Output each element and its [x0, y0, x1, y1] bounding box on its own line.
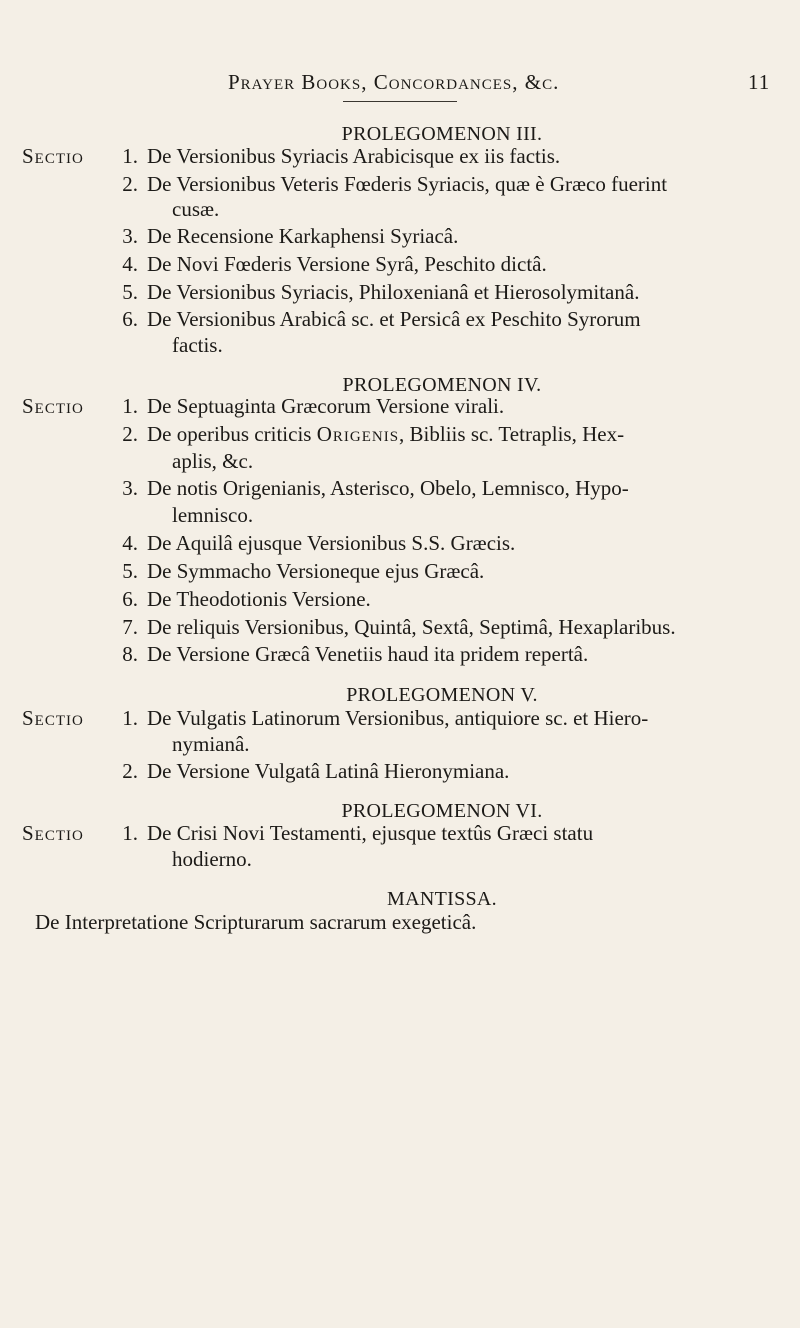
item-text: De Versionibus Arabicâ sc. et Persicâ ex Peschito Syrorum [147, 307, 641, 331]
item-number: 1. [122, 706, 138, 730]
item-text-continued: aplis, &c. [172, 449, 254, 473]
prolegomenon-vi-heading: PROLEGOMENON VI. [341, 800, 543, 822]
origenis-name: Origenis [316, 422, 400, 446]
item-text: De operibus criticis Origenis, Bibliis sc. Tetraplis, Hex- [147, 422, 625, 446]
item-text: De Septuaginta Græcorum Versione virali. [147, 394, 505, 418]
item-number: 1. [122, 394, 138, 418]
item-number: 2. [122, 172, 138, 196]
mantissa-text: De Interpretatione Scripturarum sacrarum exegeticâ. [35, 910, 477, 934]
item-text: De Crisi Novi Testamenti, ejusque textûs Græci statu [147, 821, 594, 845]
item-text: De Recensione Karkaphensi Syriacâ. [147, 224, 459, 248]
item-number: 1. [122, 821, 138, 845]
item-number: 6. [122, 587, 138, 611]
item-number: 3. [122, 476, 138, 500]
item-text: De reliquis Versionibus, Quintâ, Sextâ, Septimâ, Hexaplaribus. [147, 615, 676, 639]
item-text: De Versione Vulgatâ Latinâ Hieronymiana. [147, 759, 510, 783]
item-text: De Versionibus Syriacis, Philoxenianâ et Hierosolymitanâ. [147, 280, 640, 304]
page-number: 11 [748, 70, 771, 94]
item-number: 7. [122, 615, 138, 639]
item-number: 8. [122, 642, 138, 666]
item-text: De Symmacho Versioneque ejus Græcâ. [147, 559, 485, 583]
item-number: 1. [122, 144, 138, 168]
item-number: 4. [122, 531, 138, 555]
sectio-label: Sectio [22, 394, 84, 418]
item-text-continued: factis. [172, 333, 223, 357]
item-text: De notis Origenianis, Asterisco, Obelo, Lemnisco, Hypo- [147, 476, 629, 500]
item-text: De Aquilâ ejusque Versionibus S.S. Græcis. [147, 531, 516, 555]
item-text: De Vulgatis Latinorum Versionibus, antiquiore sc. et Hiero- [147, 706, 649, 730]
item-number: 5. [122, 559, 138, 583]
item-text-continued: lemnisco. [172, 503, 254, 527]
item-number: 2. [122, 759, 138, 783]
header-rule [343, 101, 457, 102]
prolegomenon-iv-heading: PROLEGOMENON IV. [342, 374, 542, 396]
item-text: De Versione Græcâ Venetiis haud ita pridem repertâ. [147, 642, 589, 666]
item-number: 4. [122, 252, 138, 276]
running-head-title: Prayer Books, Concordances, &c. [228, 70, 560, 94]
item-number: 3. [122, 224, 138, 248]
item-text: De Versionibus Veteris Fœderis Syriacis, quæ è Græco fuerint [147, 172, 668, 196]
item-text-continued: nymianâ. [172, 732, 250, 756]
item-number: 6. [122, 307, 138, 331]
sectio-label: Sectio [22, 706, 84, 730]
sectio-label: Sectio [22, 821, 84, 845]
item-number: 2. [122, 422, 138, 446]
item-text-continued: cusæ. [172, 197, 220, 221]
item-text: De Novi Fœderis Versione Syrâ, Peschito dictâ. [147, 252, 547, 276]
prolegomenon-iii-heading: PROLEGOMENON III. [341, 123, 543, 145]
item-text: De Versionibus Syriacis Arabicisque ex iis factis. [147, 144, 561, 168]
mantissa-heading: MANTISSA. [387, 888, 497, 910]
sectio-label: Sectio [22, 144, 84, 168]
item-text-continued: hodierno. [172, 847, 252, 871]
item-number: 5. [122, 280, 138, 304]
prolegomenon-v-heading: PROLEGOMENON V. [346, 684, 538, 706]
item-text: De Theodotionis Versione. [147, 587, 371, 611]
